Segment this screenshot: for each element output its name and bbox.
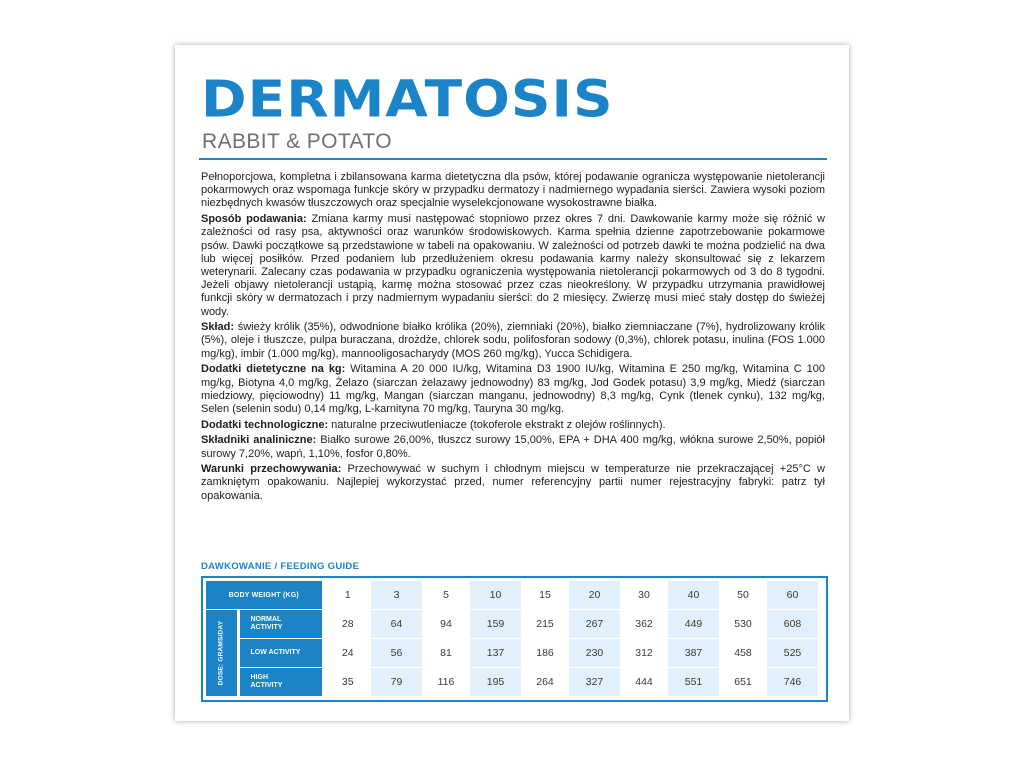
section-label: Składniki analiniczne: — [201, 434, 317, 447]
dose-cell: 35 — [323, 668, 371, 697]
section-text: Witamina A 20 000 IU/kg, Witamina D3 1900 IU/kg, Witamina E 250 mg/kg, Witamina C 100 mg/kg, Biotyna 4,0 mg/kg, Żelazo (siarczan żelazawy jednowodny) 83 mg/kg, Jod Godek potasu) 3,9 mg/kg, Miedź (siarczan miedziowy, pięciowodny) 11 mg/kg, Mangan (siarczan manganu, jednowodny) 8,3 mg/kg, Cynk (tlenek cynku), 132 mg/kg, Selen (selenin sodu) 0,14 mg/kg, L-karnityna 70 mg/kg, Tauryna 30 mg/kg. — [201, 363, 825, 415]
feeding-guide-title: DAWKOWANIE / FEEDING GUIDE — [201, 561, 360, 572]
dose-cell: 264 — [521, 668, 569, 697]
body-weight-header: BODY WEIGHT (KG) — [206, 581, 323, 610]
product-subtitle: RABBIT & POTATO — [202, 130, 392, 153]
dose-cell: 362 — [620, 610, 668, 639]
weight-cell: 20 — [569, 581, 620, 610]
high-activity-row — [206, 668, 818, 697]
weight-cell: 40 — [668, 581, 719, 610]
normal-activity-row — [206, 610, 818, 639]
dose-cell: 327 — [569, 668, 620, 697]
dose-cell: 159 — [470, 610, 521, 639]
dose-cell: 530 — [719, 610, 767, 639]
dose-cell: 608 — [767, 610, 818, 639]
dose-cell: 137 — [470, 639, 521, 668]
activity-label-line: NORMAL — [250, 616, 282, 623]
weight-cell: 50 — [719, 581, 767, 610]
dose-cell: 94 — [422, 610, 470, 639]
section-text: Białko surowe 26,00%, tłuszcz surowy 15,00%, EPA + DHA 400 mg/kg, włókna surowe 2,50%, popiół surowy 7,20%, wapń, 1,10%, fosfor 0,80%. — [201, 434, 825, 460]
weight-cell: 10 — [470, 581, 521, 610]
activity-label-line: ACTIVITY — [250, 624, 283, 631]
dose-cell: 230 — [569, 639, 620, 668]
dose-cell: 525 — [767, 639, 818, 668]
dose-cell: 186 — [521, 639, 569, 668]
activity-label — [238, 610, 323, 639]
dose-cell: 267 — [569, 610, 620, 639]
dose-cell: 449 — [668, 610, 719, 639]
section-label: Dodatki technologiczne: — [201, 418, 329, 431]
feeding-method-paragraph — [201, 213, 825, 319]
low-activity-row — [206, 639, 818, 668]
feeding-guide-table — [206, 581, 818, 697]
weight-cell: 3 — [371, 581, 422, 610]
dose-cell: 551 — [668, 668, 719, 697]
weight-cell: 15 — [521, 581, 569, 610]
storage-conditions-paragraph — [201, 463, 825, 503]
section-label: Sposób podawania: — [201, 213, 307, 226]
activity-label: LOW ACTIVITY — [238, 639, 323, 668]
section-label: Warunki przechowywania: — [201, 463, 342, 476]
section-label: Skład: — [201, 321, 235, 334]
dose-cell: 444 — [620, 668, 668, 697]
activity-label-line: ACTIVITY — [250, 682, 283, 689]
section-text: Przechowywać w suchym i chłodnym miejscu w temperaturze nie przekraczającej +25°C w zamkniętym opakowaniu. Najlepiej wykorzystać przed, numer referencyjny partii numer rejestracyjny fabryki: patrz tył opakowania. — [201, 463, 825, 502]
dose-cell: 215 — [521, 610, 569, 639]
section-text: naturalne przeciwutleniacze (tokoferole ekstrakt z olejów roślinnych). — [328, 418, 666, 431]
title-divider — [199, 158, 827, 160]
weight-cell: 1 — [323, 581, 371, 610]
product-description — [201, 171, 825, 505]
section-text: świeży królik (35%), odwodnione białko królika (20%), ziemniaki (20%), białko ziemniaczane (7%), hydrolizowany królik (5%), oleje i tłuszcze, pulpa buraczana, drożdże, chlorek sodu, polifosforan sodowy (0,3%), chlorek potasu, inulina (FOS 1.000 mg/kg), imbir (1.000 mg/kg), mannooligosacharydy (MOS 260 mg/kg), Yucca Schidigera. — [201, 321, 825, 360]
dose-header — [206, 610, 238, 697]
weight-cell: 60 — [767, 581, 818, 610]
dose-label: DOSE: GRAMS/DAY — [217, 620, 225, 686]
dietetic-additives-paragraph — [201, 363, 825, 416]
activity-label-line: HIGH — [250, 674, 268, 681]
dose-cell: 387 — [668, 639, 719, 668]
dose-cell: 651 — [719, 668, 767, 697]
dose-cell: 312 — [620, 639, 668, 668]
weight-cell: 30 — [620, 581, 668, 610]
dose-cell: 56 — [371, 639, 422, 668]
dose-cell: 458 — [719, 639, 767, 668]
analytical-constituents-paragraph — [201, 434, 825, 460]
composition-paragraph — [201, 321, 825, 361]
activity-label — [238, 668, 323, 697]
body-weight-row — [206, 581, 818, 610]
dose-cell: 746 — [767, 668, 818, 697]
section-label: Dodatki dietetyczne na kg: — [201, 363, 346, 376]
product-title: DERMATOSIS — [201, 69, 614, 129]
dose-cell: 195 — [470, 668, 521, 697]
dose-cell: 28 — [323, 610, 371, 639]
dose-cell: 81 — [422, 639, 470, 668]
dose-cell: 64 — [371, 610, 422, 639]
section-text: Zmiana karmy musi następować stopniowo przez okres 7 dni. Dawkowanie karmy może się różnić w zależności od rasy psa, aktywności oraz warunków środowiskowych. Karma spełnia dzienne zapotrzebowanie pokarmowe psów. Dawki początkowe są przedstawione w tabeli na opakowaniu. W zależności od potrzeb dawki te można podzielić na dwa lub więcej posiłków. Przed podaniem lub przedłużeniem okresu podawania karmy należy skonsultować się z lekarzem weterynarii. Zalecany czas podawania w przypadku ograniczenia występowania nietolerancji pokarmowych od 3 do 8 tygodni. Jeżeli objawy nietolerancji ustąpią, karmę można stosować przez czas nieokreślony. W przypadku utrzymania prawidłowej funkcji skóry w dermatozach i przy nadmiernym wypadaniu sierści: do 2 miesięcy. Zwierzę musi mieć stały dostęp do świeżej wody. — [201, 213, 825, 318]
dose-cell: 79 — [371, 668, 422, 697]
dose-cell: 24 — [323, 639, 371, 668]
product-label-card — [175, 45, 849, 721]
technological-additives-paragraph — [201, 419, 825, 432]
intro-paragraph: Pełnoporcjowa, kompletna i zbilansowana karma dietetyczna dla psów, której podawanie ogranicza występowanie nietolerancji pokarmowych oraz wspomaga funkcje skóry w przypadku dermatozy i nadmiernego wypadania sierści. Zawiera wysoki poziom niezbędnych kwasów tłuszczowych oraz specjalnie wyselekcjonowane wysokostrawne białka. — [201, 171, 825, 210]
dose-cell: 116 — [422, 668, 470, 697]
weight-cell: 5 — [422, 581, 470, 610]
